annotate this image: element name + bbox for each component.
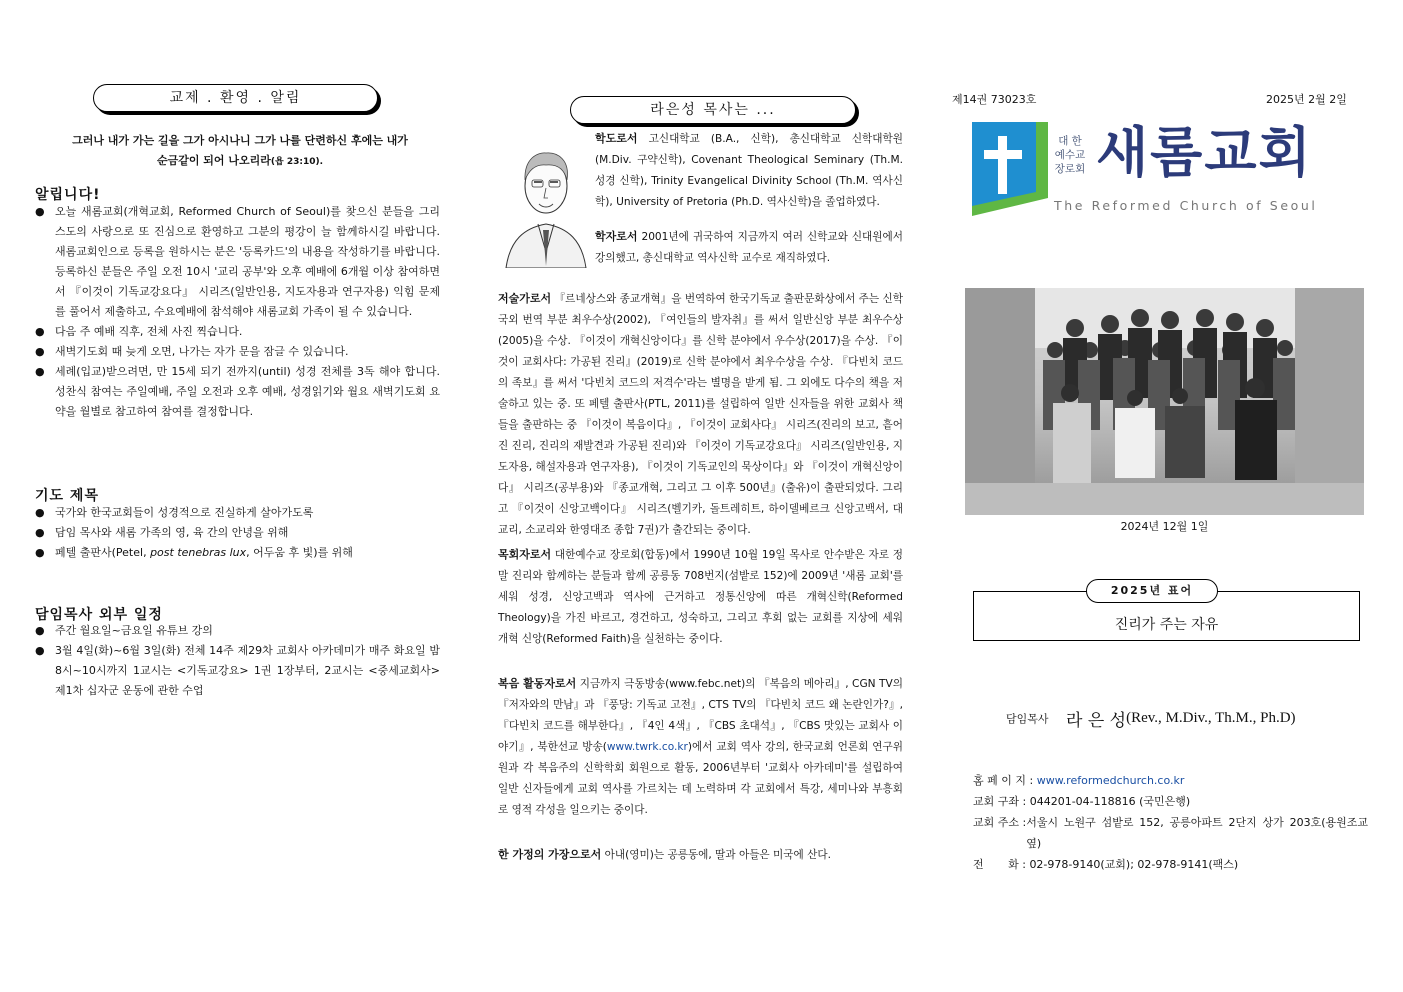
bio-gospel: 복음 활동자로서 지금까지 극동방송(www.febc.net)의 『복음의 메아리』, CGN TV의 『저자와의 만남』과 『풍당: 기독교 고전』, CTS TV의 『다빈치 코드 왜 논란인가?』, 『다빈치 코드를 해부한다』, 『4인 4색』, 『CBS 초대석』, 『CBS 맛있는 교회사 이야기』, 북한선교 방송(www.twrk.co.kr)에서 교회 역사 강의, 한국교회 언론회 연구위원과 각 복음주의 신학학회 회원으로 활동, 2006년부터 '교회사 아카데미'를 설립하여 일반 신자들에게 교회 역사를 가르치는 데 노력하며 각 교회에서 특강, 세미나와 부흥회로 영적 각성을 일으키는 중이다. [498, 677, 903, 816]
schedule-list [35, 621, 440, 701]
prayer-item: ● 담임 목사와 새롬 가족의 영, 육 간의 안녕을 위해 [35, 523, 440, 543]
cross-logo-icon [968, 118, 1058, 218]
bio-author: 저술가로서 『르네상스와 종교개혁』을 번역하여 한국기독교 출판문화상에서 주는 신학 국외 번역 부분 최우수상(2002), 『여인들의 발자취』를 써서 일반신앙 부분 최우수상(2005)을 수상. 『이것이 개혁신앙이다』를 신학 분야에서 우수상(2017)을 수상. 『이것이 교회사다: 가공된 진리』(2019)로 신학 분야에서 최우수상을 수상. 『다빈치 코드의 족보』를 써서 '다빈치 코드의 저격수'라는 별명을 받게 됨. 그 외에도 다수의 책을 저술하고 있는 중. 또 페텔 출판사(PTL, 2011)를 설립하여 일반 신자들을 위한 교회사 책들을 출판하는 중 『이것이 복음이다』, 『이것이 교회사다』 시리즈(진리의 보고, 흩어진 진리, 진리의 재발견과 가공된 진리)와 『이것이 기독교강요다』 시리즈(일반인용, 지도자용, 해설자용과 연구자용), 『이것이 기독교인의 묵상이다』와 『이것이 개혁신앙이다』 시리즈(공부용)와 『종교개혁, 그리고 그 이후 500년』(출유)이 출판되었다. 그리고 『이것이 신앙고백이다』 시리즈(벨기카, 돌트레히트, 하이델베르크 신앙고백서, 대교리, 소교리와 한영대조 종합 7권)가 출간되는 중이다. [498, 292, 903, 536]
photo-caption: 2024년 12월 1일 [1120, 520, 1209, 533]
homepage-row: 홈 페 이 지 : www.reformedchurch.co.kr [973, 774, 1185, 787]
author-label: 저술가로서 [498, 292, 552, 305]
prayer-list [35, 503, 440, 563]
schedule-title: 담임목사 외부 일정 [35, 607, 163, 623]
family-label: 한 가정의 가장으로서 [498, 848, 602, 861]
bible-verse [40, 131, 440, 172]
notice-item: ● 새벽기도회 때 늦게 오면, 나가는 자가 문을 잠글 수 있습니다. [35, 342, 440, 362]
bio-pastor: 목회자로서 대한예수교 장로회(합동)에서 1990년 10월 19일 목사로 안수받은 자로 정말 진리와 함께하는 분들과 함께 공릉동 708번지(섬밭로 152)에 2009년 '새롬 교회'를 세워 성경, 신앙고백과 역사에 근거하고 정통신앙에 따른 개혁신학(Reformed Theology)을 가진 바르고, 경건하고, 성숙하고, 그리고 후회 없는 교회를 지상에 세워 개혁 신앙(Reformed Faith)을 실천하는 중이다. [498, 548, 903, 645]
church-english-name: The Reformed Church of Seoul [1054, 198, 1318, 213]
pastor-label: 목회자로서 [498, 548, 552, 561]
church-logo [968, 118, 1358, 218]
verse-line-1: 그러나 내가 가는 길을 그가 아시나니 그가 나를 단련하신 후에는 내가 [72, 134, 408, 147]
phone-row: 전 화 : 02-978-9140(교회); 02-978-9141(팩스) [973, 858, 1239, 871]
congregation-photo [965, 288, 1364, 515]
left-header: 교제 . 환영 . 알림 [93, 84, 378, 112]
notices-title: 알립니다! [35, 187, 101, 203]
group-photo-icon [965, 288, 1364, 515]
twrk-link[interactable]: www.twrk.co.kr [606, 741, 688, 753]
prayer-item: ● 국가와 한국교회들이 성경적으로 진실하게 살아가도록 [35, 503, 440, 523]
professor-label: 학자로서 [595, 230, 638, 243]
pastor-portrait [500, 128, 592, 268]
schedule-item: ● 주간 월요일~금요일 유튜브 강의 [35, 621, 440, 641]
motto-text: 진리가 주는 자유 [1114, 617, 1219, 633]
pastor-role: 담임목사 [1006, 712, 1049, 726]
verse-line-2: 순금같이 되어 나오리라(욥 23:10). [156, 154, 324, 167]
logo-denomination: 대 한 예수교 장로회 [1054, 135, 1086, 175]
gospel-label: 복음 활동자로서 [498, 677, 577, 690]
middle-header: 라은성 목사는 ... [570, 96, 856, 124]
notices-list [35, 202, 440, 422]
homepage-link[interactable]: www.reformedchurch.co.kr [1036, 774, 1185, 787]
bio-scholar: 학도로서 고신대학교 (B.A., 신학), 총신대학교 신학대학원 (M.Div. 구약신학), Covenant Theological Seminary (Th.M. 성경 신학), Trinity Evangelical Divinity School (Th.M. 역사신학), University of Pretoria (Ph.D. 역사신학)을 졸업하였다. [595, 132, 903, 208]
prayer-item: ● 페텔 출판사(Petel, post tenebras lux, 어두움 후 빛)를 위해 [35, 543, 440, 563]
notice-item: ● 세례(입교)받으려면, 만 15세 되기 전까지(until) 성경 전체를 3독 해야 합니다. 성찬식 참여는 주일예배, 주일 오전과 오후 예배, 성경읽기와 월요 새벽기도회 요약을 월별로 참고하여 참여를 결정합니다. [35, 362, 440, 422]
pastor-signature [1006, 706, 1296, 731]
notice-item: ● 다음 주 예배 직후, 전체 사진 찍습니다. [35, 322, 440, 342]
notice-item: ● 오늘 새롬교회(개혁교회, Reformed Church of Seoul)를 찾으신 분들을 그리스도의 사랑으로 또 진심으로 환영하고 그분의 평강이 늘 함께하시길 바랍니다. 새롬교회인으로 등록을 원하시는 분은 '등록카드'의 내용을 작성하기를 바랍니다. 등록하신 분들은 주일 오전 10시 '교리 공부'와 오후 예배에 6개월 이상 참여하면서 『이것이 기독교강요다』 시리즈(일반인용, 지도자용과 연구자용) 익힘 문제를 풀어서 제출하고, 수요예배에 참석해야 새롬교회 가족이 될 수 있습니다. [35, 202, 440, 322]
bio-professor: 학자로서 2001년에 귀국하여 지금까지 여러 신학교와 신대원에서 강의했고, 총신대학교 역사신학 교수로 재직하였다. [595, 230, 903, 264]
motto-label: 2025년 표어 [1086, 579, 1218, 603]
volume-number: 제14권 73023호 [952, 93, 1037, 106]
scholar-label: 학도로서 [595, 132, 638, 145]
pastor-degrees: (Rev., M.Div., Th.M., Ph.D) [1126, 710, 1296, 726]
bio-family: 한 가정의 가장으로서 아내(영미)는 공릉동에, 딸과 아들은 미국에 산다. [498, 848, 831, 861]
account-row: 교회 구좌 : 044201-04-118816 (국민은행) [973, 795, 1191, 808]
schedule-item: ● 3월 4일(화)~6월 3일(화) 전체 14주 제29차 교회사 아카데미가 매주 화요일 밤 8시~10시까지 1교시는 <기독교강요> 1권 1장부터, 2교시는 <중세교회사> 제1차 십자군 운동에 관한 수업 [35, 641, 440, 701]
prayer-title: 기도 제목 [35, 488, 99, 504]
pastor-name: 라 은 성 [1066, 711, 1127, 731]
address-row: 교회 주소 : 서울시 노원구 섬밭로 152, 공릉아파트 2단지 상가 203호(용원조교 옆) [973, 816, 1368, 850]
issue-date: 2025년 2월 2일 [1266, 93, 1347, 106]
church-info [973, 770, 1368, 875]
church-name: 새롬교회 [1096, 121, 1313, 184]
portrait-sketch-icon [500, 128, 592, 268]
